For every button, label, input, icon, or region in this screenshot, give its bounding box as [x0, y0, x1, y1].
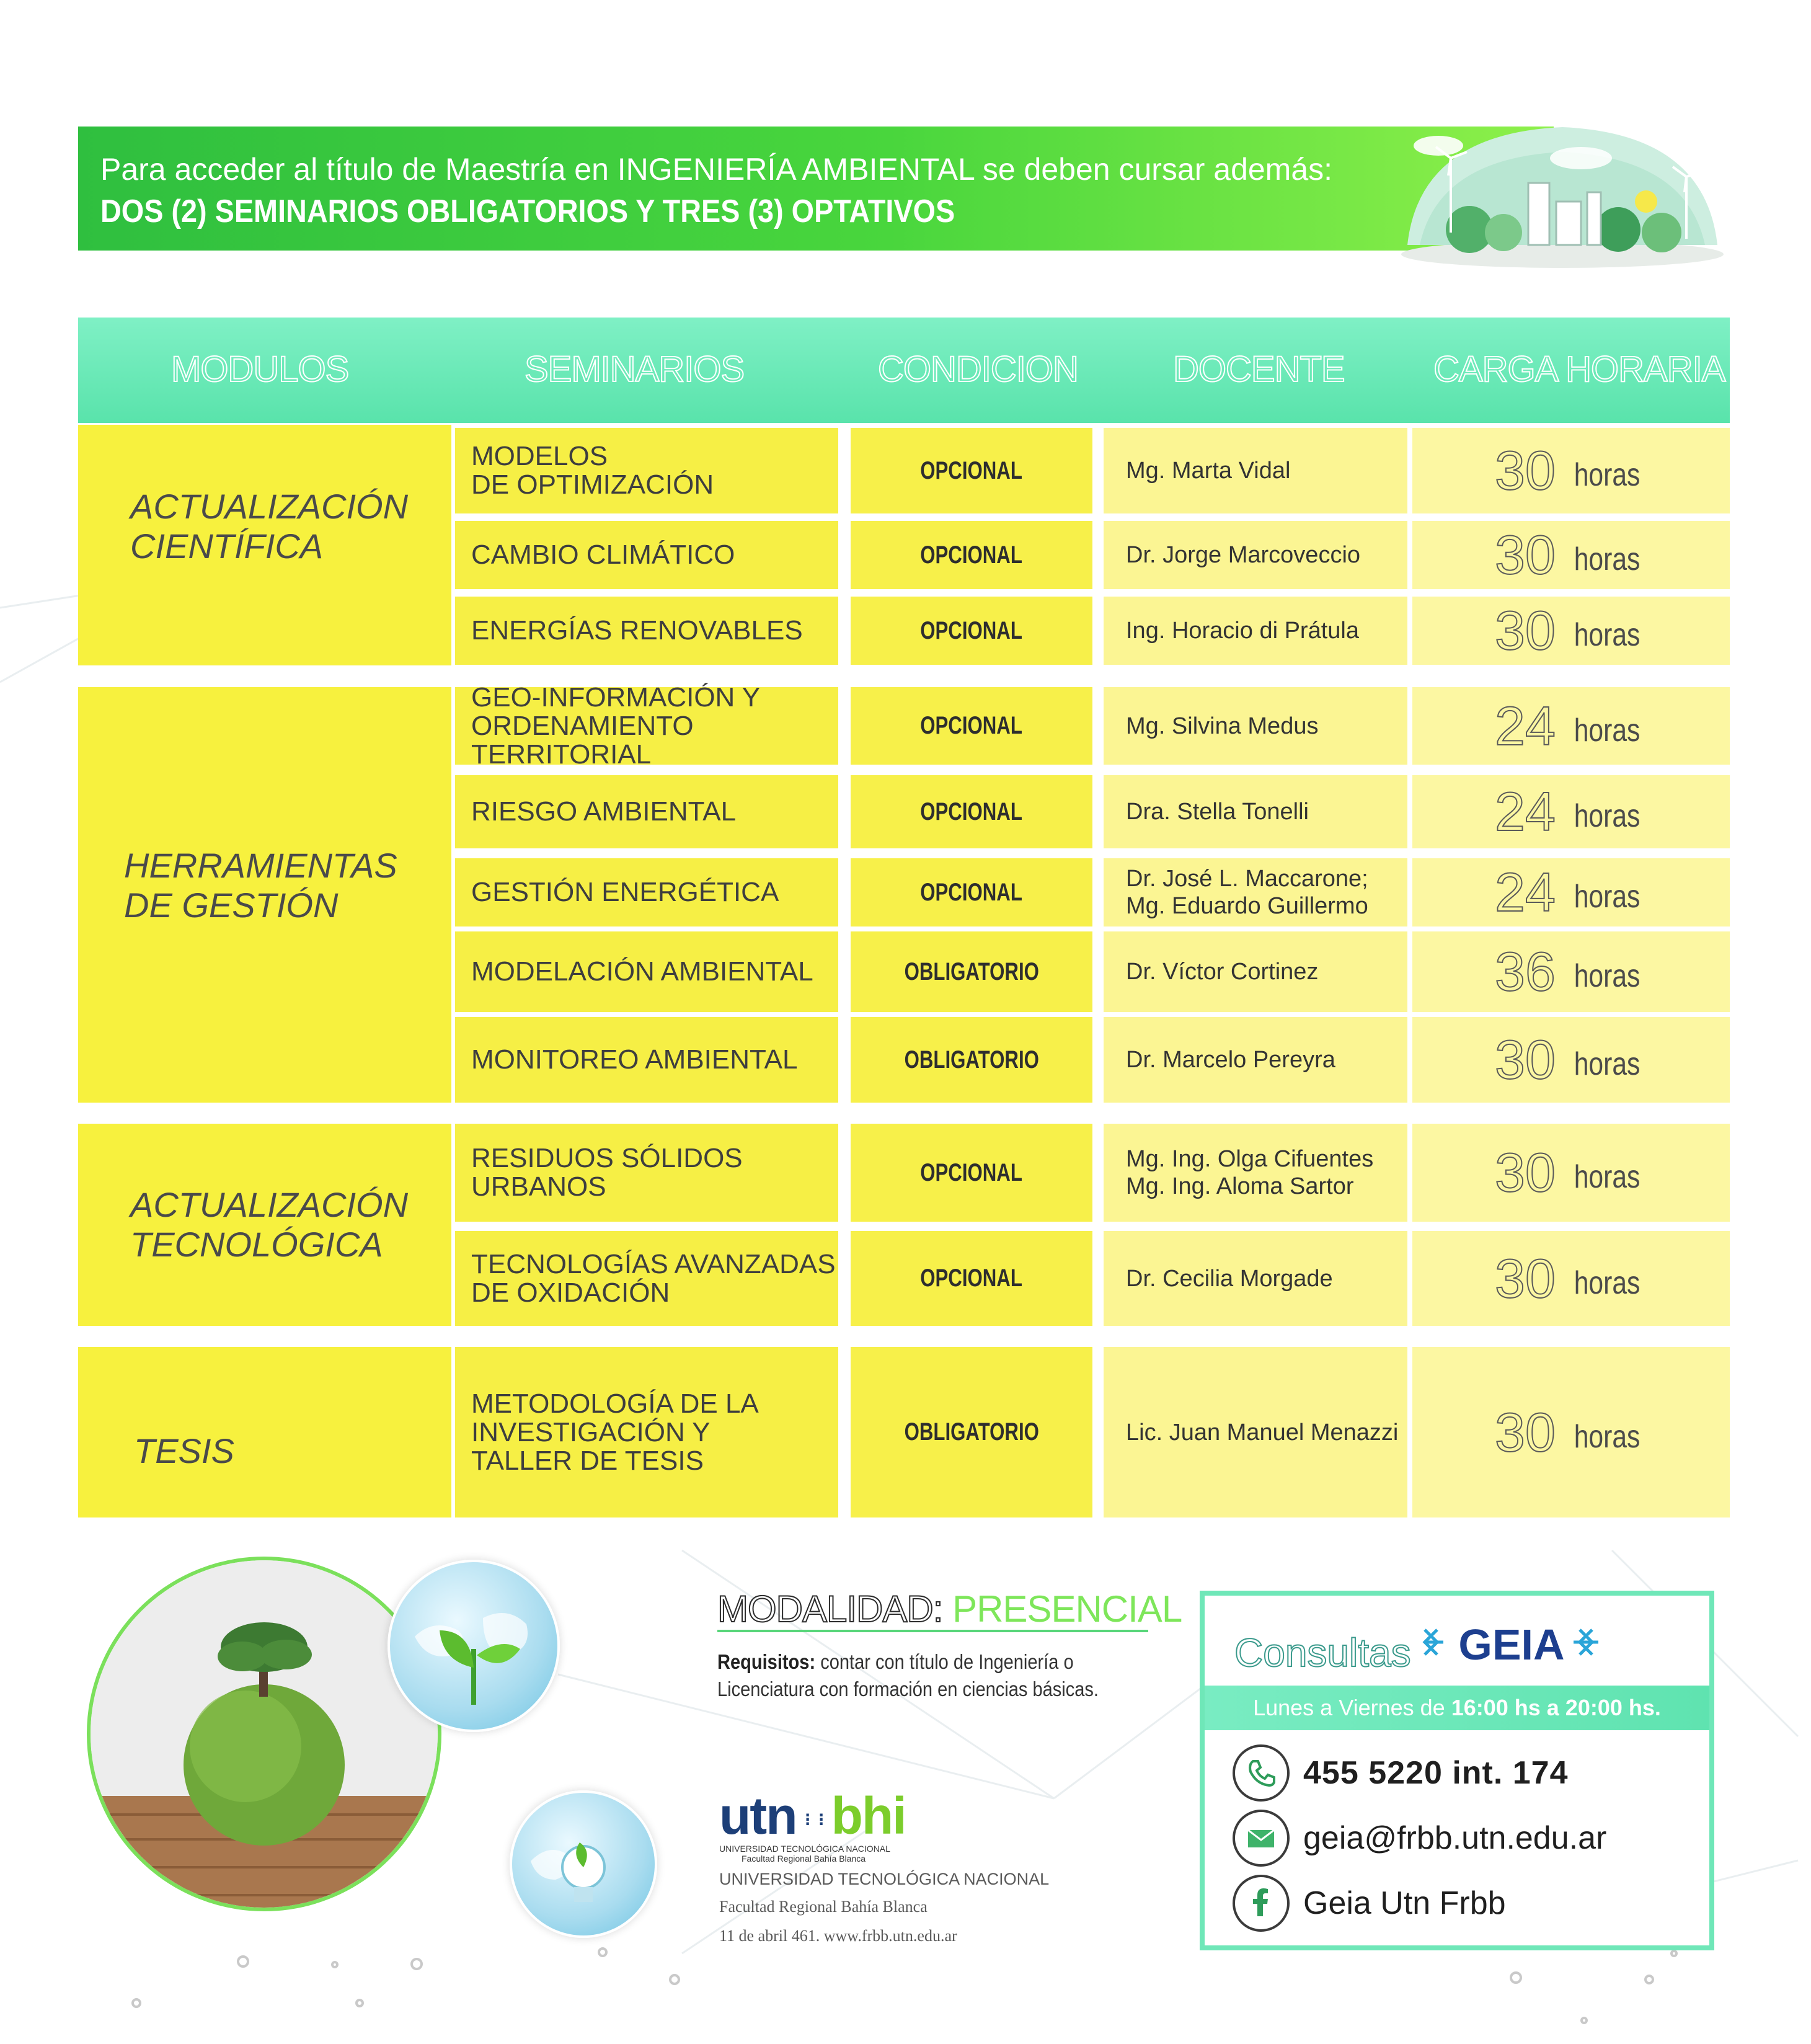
- office-hours: [1205, 1686, 1709, 1730]
- teacher-name: [1104, 1145, 1373, 1200]
- teacher-name: [1104, 958, 1318, 985]
- facebook-row[interactable]: [1233, 1875, 1506, 1932]
- module-name: [78, 846, 397, 925]
- teacher-name-line: Mg. Ing. Aloma Sartor: [1126, 1173, 1354, 1199]
- teacher-name-line: Mg. Silvina Medus: [1126, 713, 1319, 739]
- module-name-line: CIENTÍFICA: [130, 527, 324, 566]
- phone-row[interactable]: [1233, 1744, 1569, 1802]
- seminar-cell: [455, 428, 838, 513]
- seminar-cell: [455, 1231, 838, 1326]
- condition-value: OPCIONAL: [920, 616, 1023, 644]
- hours-cell: [1412, 428, 1730, 513]
- hours-cell: [1412, 1347, 1730, 1517]
- hours-unit: horas: [1574, 541, 1641, 577]
- phone-icon: [1233, 1744, 1290, 1802]
- teacher-cell: [1104, 858, 1407, 926]
- condition-cell: [851, 931, 1092, 1012]
- module-name: [78, 487, 408, 566]
- consultas-title: Consultas: [1234, 1630, 1411, 1675]
- utn-logo-subtitle-line: UNIVERSIDAD TECNOLÓGICA NACIONAL: [719, 1844, 890, 1854]
- hours-number: 30: [1495, 524, 1556, 585]
- seminar-cell: [455, 931, 838, 1012]
- hours-cell: [1412, 1017, 1730, 1103]
- hours-unit: horas: [1574, 879, 1641, 915]
- tree-on-grass-globe-illustration: [91, 1560, 438, 1908]
- globe-lightbulb-icon: [510, 1790, 657, 1938]
- hours-unit: horas: [1574, 1046, 1641, 1082]
- seminar-name-line: DE OXIDACIÓN: [471, 1277, 670, 1308]
- seminar-name: [455, 958, 813, 986]
- seminar-name: [455, 878, 779, 907]
- seminar-name-line: ENERGÍAS RENOVABLES: [471, 615, 803, 646]
- facebook-page: Geia Utn Frbb: [1303, 1885, 1506, 1921]
- teacher-name-line: Dr. Víctor Cortinez: [1126, 959, 1319, 985]
- teacher-name: [1104, 617, 1359, 644]
- condition-value: OBLIGATORIO: [904, 1418, 1039, 1446]
- header-banner: [78, 127, 1554, 251]
- hours-cell: [1412, 858, 1730, 926]
- seminar-name: [455, 1046, 797, 1074]
- condition-cell: [851, 858, 1092, 926]
- hours-number: 24: [1495, 781, 1556, 842]
- teacher-name-line: Mg. Eduardo Guillermo: [1126, 893, 1368, 919]
- condition-value: OPCIONAL: [920, 1158, 1023, 1186]
- module-name-line: TECNOLÓGICA: [130, 1225, 383, 1264]
- teacher-name: [1104, 1265, 1333, 1292]
- seminar-name: [455, 1144, 743, 1201]
- seminar-name: [455, 616, 803, 645]
- module-name: [78, 1185, 408, 1264]
- contact-box: [1200, 1591, 1714, 1950]
- facebook-icon: [1233, 1875, 1290, 1932]
- phone-number: 455 5220 int. 174: [1303, 1755, 1569, 1791]
- banner-intro-text: Para acceder al título de Maestría en INGENIERÍA AMBIENTAL se deben cursar además:: [100, 152, 1333, 187]
- office-hours-prefix: Lunes a Viernes de: [1253, 1695, 1445, 1720]
- modalidad-heading: [717, 1588, 1182, 1630]
- seminar-name: [455, 1390, 759, 1475]
- header-condicion: CONDICION: [878, 349, 1078, 389]
- hours-cell: [1412, 521, 1730, 589]
- teacher-name-line: Dr. Jorge Marcoveccio: [1126, 542, 1361, 568]
- seminar-cell: [455, 1347, 838, 1517]
- hours-cell: [1412, 931, 1730, 1012]
- condition-cell: [851, 775, 1092, 848]
- utn-logo-utn: utn: [719, 1787, 797, 1845]
- teacher-name: [1104, 798, 1309, 825]
- modalidad-label: MODALIDAD:: [717, 1588, 943, 1630]
- email-row[interactable]: [1233, 1810, 1606, 1867]
- utn-bhi-logo: [719, 1786, 906, 1864]
- requisitos-label: Requisitos:: [717, 1650, 816, 1673]
- module-cell: [78, 1124, 451, 1326]
- world-map-sprout-icon: [390, 1562, 557, 1730]
- seminar-name-line: TALLER DE TESIS: [471, 1445, 704, 1476]
- header-docente: DOCENTE: [1173, 349, 1345, 389]
- teacher-name: [1104, 865, 1368, 920]
- seminar-name: [455, 683, 838, 769]
- hours-unit: horas: [1574, 712, 1641, 749]
- hours-number: 30: [1495, 1142, 1556, 1203]
- condition-value: OPCIONAL: [920, 541, 1023, 569]
- utn-logo-subtitle: [719, 1844, 906, 1864]
- teacher-cell: [1104, 597, 1407, 665]
- seminar-name-line: DE OPTIMIZACIÓN: [471, 469, 714, 500]
- module-name-line: ACTUALIZACIÓN: [130, 487, 409, 526]
- hours-cell: [1412, 1124, 1730, 1222]
- module-name-line: TESIS: [134, 1431, 234, 1470]
- utn-logo-subtitle-line: Facultad Regional Bahía Blanca: [742, 1854, 866, 1864]
- hours-number: 24: [1495, 861, 1556, 923]
- header-modulos: MODULOS: [171, 349, 349, 389]
- seminar-name-line: ORDENAMIENTO TERRITORIAL: [471, 710, 694, 770]
- seminar-name-line: INVESTIGACIÓN Y: [471, 1416, 711, 1447]
- table-header: [78, 318, 1730, 423]
- seminar-name-line: MODELACIÓN AMBIENTAL: [471, 956, 813, 987]
- seminar-name: [455, 442, 714, 499]
- university-address: 11 de abril 461. www.frbb.utn.edu.ar: [719, 1927, 957, 1945]
- seminar-name-line: RESIDUOS SÓLIDOS: [471, 1143, 743, 1173]
- eco-globe-image: [87, 1557, 441, 1911]
- module-name-line: HERRAMIENTAS: [124, 846, 397, 885]
- teacher-name-line: Lic. Juan Manuel Menazzi: [1126, 1419, 1399, 1446]
- requisitos-description: contar con título de Ingeniería o Licenciatura con formación en ciencias básicas.: [717, 1650, 1099, 1700]
- condition-cell: [851, 428, 1092, 513]
- condition-value: OPCIONAL: [920, 1264, 1023, 1292]
- seminar-name-line: TECNOLOGÍAS AVANZADAS: [471, 1248, 836, 1279]
- seminar-name: [455, 798, 736, 826]
- hours-cell: [1412, 775, 1730, 848]
- hours-number: 30: [1495, 1029, 1556, 1090]
- hours-unit: horas: [1574, 798, 1641, 834]
- hours-unit: horas: [1574, 457, 1641, 493]
- globe-plant-icon: [387, 1560, 560, 1732]
- banner-requirement-text: DOS (2) SEMINARIOS OBLIGATORIOS Y TRES (3) OPTATIVOS: [100, 193, 955, 229]
- header-carga-horaria: CARGA HORARIA: [1433, 349, 1725, 389]
- teacher-cell: [1104, 931, 1407, 1012]
- eco-city-illustration: [1395, 109, 1730, 279]
- teacher-name-line: Mg. Ing. Olga Cifuentes: [1126, 1146, 1374, 1172]
- university-faculty: Facultad Regional Bahía Blanca: [719, 1898, 928, 1916]
- hours-unit: horas: [1574, 1418, 1641, 1455]
- hours-number: 24: [1495, 695, 1556, 757]
- condition-cell: [851, 1017, 1092, 1103]
- condition-cell: [851, 597, 1092, 665]
- hours-unit: horas: [1574, 617, 1641, 653]
- teacher-cell: [1104, 1124, 1407, 1222]
- utn-logo-bhi: bhi: [831, 1787, 906, 1845]
- condition-value: OPCIONAL: [920, 878, 1023, 906]
- seminar-cell: [455, 597, 838, 665]
- seminar-cell: [455, 682, 838, 770]
- seminar-name-line: MONITOREO AMBIENTAL: [471, 1044, 798, 1075]
- seminar-cell: [455, 1017, 838, 1103]
- hours-number: 30: [1495, 1401, 1556, 1463]
- teacher-name: [1104, 1419, 1398, 1446]
- condition-cell: [851, 1347, 1092, 1517]
- condition-cell: [851, 687, 1092, 765]
- seminar-name-line: CAMBIO CLIMÁTICO: [471, 540, 735, 570]
- hours-number: 36: [1495, 941, 1556, 1002]
- teacher-cell: [1104, 1017, 1407, 1103]
- teacher-name-line: Dr. Marcelo Pereyra: [1126, 1047, 1335, 1073]
- hours-unit: horas: [1574, 1159, 1641, 1195]
- geia-logo-text: GEIA: [1458, 1620, 1565, 1669]
- hours-cell: [1412, 687, 1730, 765]
- seminar-cell: [455, 521, 838, 589]
- seminar-name-line: GEO-INFORMACIÓN Y: [471, 682, 761, 713]
- seminar-cell: [455, 858, 838, 926]
- condition-value: OBLIGATORIO: [904, 1046, 1039, 1073]
- teacher-cell: [1104, 428, 1407, 513]
- teacher-name-line: Ing. Horacio di Prátula: [1126, 618, 1359, 644]
- hours-number: 30: [1495, 600, 1556, 661]
- hours-cell: [1412, 1231, 1730, 1326]
- teacher-cell: [1104, 687, 1407, 765]
- condition-cell: [851, 1231, 1092, 1326]
- module-cell: [78, 425, 451, 665]
- utn-logo-text: [719, 1786, 906, 1846]
- module-cell: [78, 687, 451, 1103]
- condition-value: OPCIONAL: [920, 456, 1023, 484]
- hours-unit: horas: [1574, 958, 1641, 994]
- office-hours-range: 16:00 hs a 20:00 hs.: [1451, 1695, 1661, 1720]
- teacher-cell: [1104, 521, 1407, 589]
- teacher-name: [1104, 541, 1360, 569]
- teacher-name-line: Dr. José L. Maccarone;: [1126, 866, 1368, 892]
- teacher-name: [1104, 457, 1290, 484]
- teacher-cell: [1104, 1347, 1407, 1517]
- teacher-cell: [1104, 775, 1407, 848]
- condition-cell: [851, 521, 1092, 589]
- hours-number: 30: [1495, 1247, 1556, 1309]
- module-name-line: DE GESTIÓN: [124, 886, 339, 925]
- teacher-name-line: Dra. Stella Tonelli: [1126, 799, 1309, 825]
- seminar-name: [455, 541, 735, 569]
- geia-logo: [1419, 1617, 1605, 1676]
- requisitos-text: [717, 1648, 1132, 1703]
- seminar-name: [455, 1250, 836, 1307]
- email-address: geia@frbb.utn.edu.ar: [1303, 1820, 1607, 1856]
- teacher-name-line: Dr. Cecilia Morgade: [1126, 1265, 1333, 1292]
- teacher-name: [1104, 713, 1318, 740]
- condition-value: OPCIONAL: [920, 712, 1023, 739]
- modalidad-underline: [717, 1630, 1148, 1632]
- module-name-line: ACTUALIZACIÓN: [130, 1185, 409, 1224]
- teacher-name: [1104, 1046, 1335, 1073]
- teacher-name-line: Mg. Marta Vidal: [1126, 458, 1291, 484]
- seminar-cell: [455, 1124, 838, 1222]
- seminar-name-line: METODOLOGÍA DE LA: [471, 1388, 759, 1419]
- condition-value: OBLIGATORIO: [904, 958, 1039, 985]
- seminar-name-line: MODELOS: [471, 441, 608, 471]
- seminar-name-line: RIESGO AMBIENTAL: [471, 796, 737, 827]
- hours-unit: horas: [1574, 1264, 1641, 1301]
- teacher-cell: [1104, 1231, 1407, 1326]
- seminar-name-line: URBANOS: [471, 1171, 606, 1202]
- seminar-cell: [455, 775, 838, 848]
- header-seminarios: SEMINARIOS: [525, 349, 745, 389]
- utn-logo-separator: ⋮⋮: [800, 1811, 828, 1829]
- condition-value: OPCIONAL: [920, 798, 1023, 825]
- hours-cell: [1412, 597, 1730, 665]
- module-cell: [78, 1347, 451, 1517]
- seminar-name-line: GESTIÓN ENERGÉTICA: [471, 877, 779, 907]
- modalidad-value: PRESENCIAL: [952, 1588, 1182, 1630]
- university-name: UNIVERSIDAD TECNOLÓGICA NACIONAL: [719, 1870, 1050, 1888]
- hours-number: 30: [1495, 440, 1556, 501]
- email-icon: [1233, 1810, 1290, 1867]
- condition-cell: [851, 1124, 1092, 1222]
- module-name: [78, 1431, 234, 1471]
- eco-lightbulb-icon: [512, 1793, 655, 1935]
